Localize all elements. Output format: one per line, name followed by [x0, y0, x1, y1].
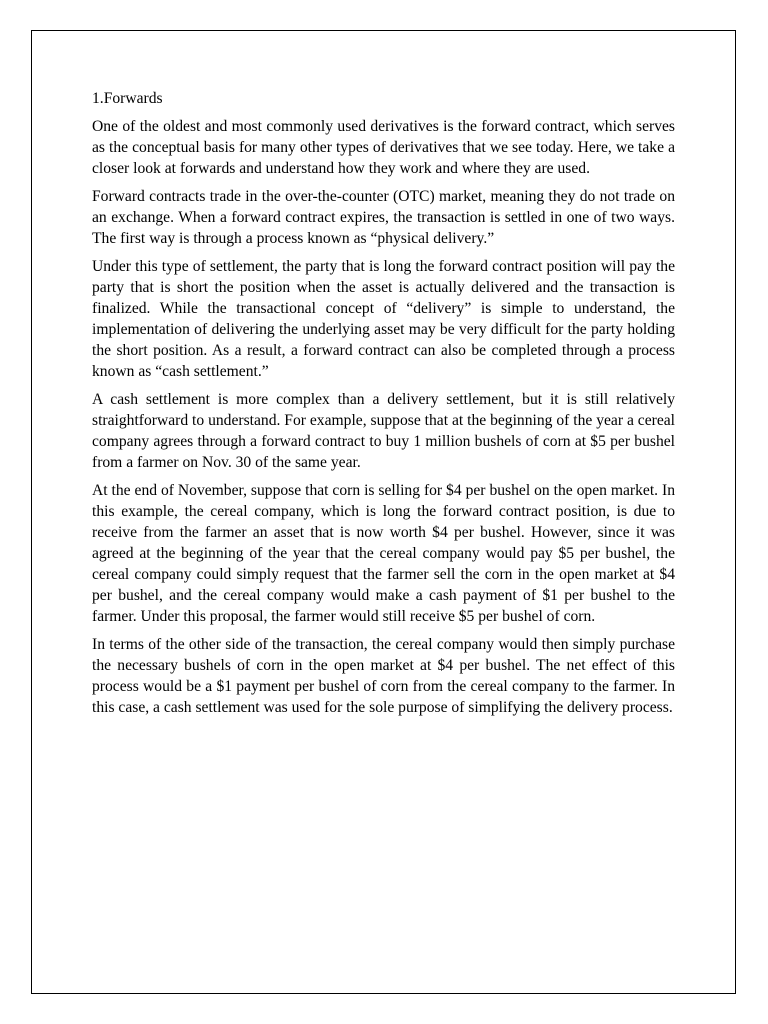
- paragraph-november-example: At the end of November, suppose that corn is selling for $4 per bushel on the open market. In this example, the cereal company, which is long the forward contract position, is due to receive from the farmer an asset that is now worth $4 per bushel. However, since it was agreed at the beginning of the year that the cereal company would pay $5 per bushel, the cereal company could simply request that the farmer sell the corn in the open market at $4 per bushel, and the cereal company would make a cash payment of $1 per bushel to the farmer. Under this proposal, the farmer would still receive $5 per bushel of corn.: [92, 482, 675, 625]
- paragraph-otc-market: Forward contracts trade in the over-the-counter (OTC) market, meaning they do not trade on an exchange. When a forward contract expires, the transaction is settled in one of two ways. The first way is through a process known as “physical delivery.”: [92, 188, 675, 247]
- section-heading: 1.Forwards: [92, 90, 163, 107]
- paragraph-physical-delivery: Under this type of settlement, the party that is long the forward contract position will pay the party that is short the position when the asset is actually delivered and the transaction is finalized. While the transactional concept of “delivery” is simple to understand, the implementation of delivering the underlying asset may be very difficult for the party holding the short position. As a result, a forward contract can also be completed through a process known as “cash settlement.”: [92, 258, 675, 380]
- paragraph-cash-settlement: A cash settlement is more complex than a delivery settlement, but it is still relatively straightforward to understand. For example, suppose that at the beginning of the year a cereal company agrees through a forward contract to buy 1 million bushels of corn at $5 per bushel from a farmer on Nov. 30 of the same year.: [92, 391, 675, 471]
- paragraph-intro: One of the oldest and most commonly used derivatives is the forward contract, which serves as the conceptual basis for many other types of derivatives that we see today. Here, we take a closer look at forwards and understand how they work and where they are used.: [92, 118, 675, 177]
- paragraph-other-side: In terms of the other side of the transaction, the cereal company would then simply purchase the necessary bushels of corn in the open market at $4 per bushel. The net effect of this process would be a $1 payment per bushel of corn from the cereal company to the farmer. In this case, a cash settlement was used for the sole purpose of simplifying the delivery process.: [92, 636, 675, 716]
- document-body: [92, 88, 675, 725]
